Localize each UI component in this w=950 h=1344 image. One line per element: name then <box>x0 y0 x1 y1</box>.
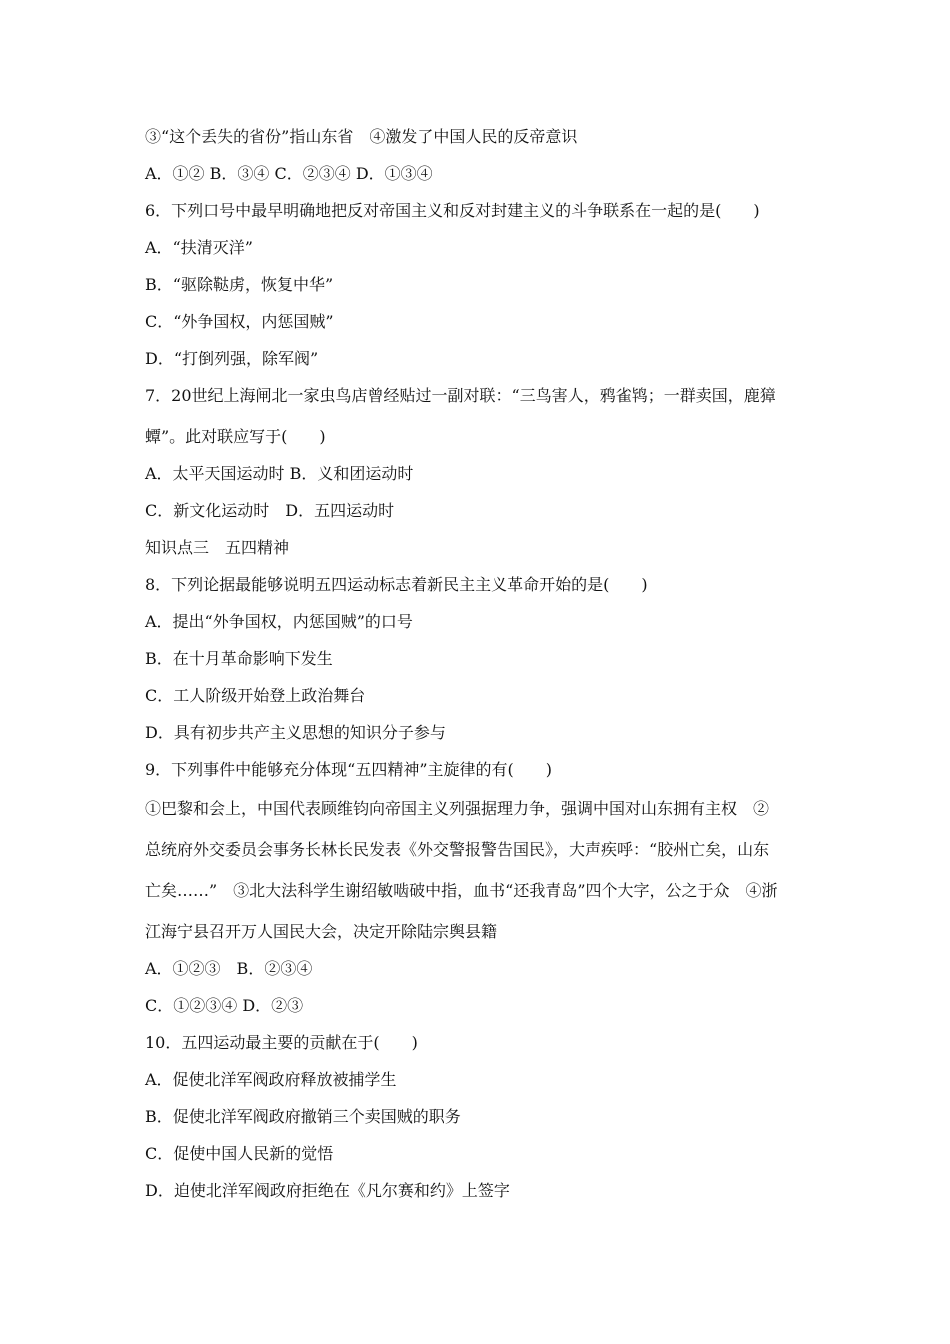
answer-options: A．①② B．③④ C．②③④ D．①③④ <box>145 164 433 183</box>
question-10: 10．五四运动最主要的贡献在于( ) <box>145 1033 418 1052</box>
question-9: 9．下列事件中能够充分体现“五四精神”主旋律的有( ) <box>145 760 553 779</box>
option-c: C．促使中国人民新的觉悟 <box>145 1144 334 1163</box>
option-a: A．提出“外争国权，内惩国贼”的口号 <box>145 612 413 631</box>
text-line: ③“这个丢失的省份”指山东省 ④激发了中国人民的反帝意识 <box>145 127 578 146</box>
answer-options: A．太平天国运动时 B．义和团运动时 <box>145 464 414 483</box>
option-b: B．在十月革命影响下发生 <box>145 649 333 668</box>
question-8: 8．下列论据最能够说明五四运动标志着新民主主义革命开始的是( ) <box>145 575 648 594</box>
option-a: A．“扶清灭洋” <box>145 238 253 257</box>
option-d: D．具有初步共产主义思想的知识分子参与 <box>145 723 446 742</box>
question-6: 6．下列口号中最早明确地把反对帝国主义和反对封建主义的斗争联系在一起的是( ) <box>145 201 760 220</box>
question-9-text: 亡矣……” ③北大法科学生谢绍敏啮破中指，血书“还我青岛”四个大字，公之于众 ④浙 <box>145 881 778 900</box>
section-heading: 知识点三 五四精神 <box>145 538 290 557</box>
option-c: C．工人阶级开始登上政治舞台 <box>145 686 366 705</box>
question-9-text: 总统府外交委员会事务长林长民发表《外交警报警告国民》，大声疾呼：“胶州亡矣，山东 <box>145 840 770 859</box>
option-b: B．“驱除鞑虏，恢复中华” <box>145 275 334 294</box>
answer-options: A．①②③ B．②③④ <box>145 959 313 978</box>
option-d: D．“打倒列强，除军阀” <box>145 349 319 368</box>
answer-options: C．新文化运动时 D．五四运动时 <box>145 501 395 520</box>
option-c: C．“外争国权，内惩国贼” <box>145 312 334 331</box>
answer-options: C．①②③④ D．②③ <box>145 996 304 1015</box>
question-7: 7．20世纪上海闸北一家虫鸟店曾经贴过一副对联：“三鸟害人，鸦雀鸨；一群卖国，鹿獐 <box>145 386 776 405</box>
option-d: D．迫使北洋军阀政府拒绝在《凡尔赛和约》上签字 <box>145 1181 510 1200</box>
question-9-text: 江海宁县召开万人国民大会，决定开除陆宗舆县籍 <box>145 922 498 941</box>
question-9-text: ①巴黎和会上，中国代表顾维钧向帝国主义列强据理力争，强调中国对山东拥有主权 ② <box>145 799 770 818</box>
option-b: B．促使北洋军阀政府撤销三个卖国贼的职务 <box>145 1107 461 1126</box>
option-a: A．促使北洋军阀政府释放被捕学生 <box>145 1070 397 1089</box>
question-7-cont: 蟫”。此对联应写于( ) <box>145 427 326 446</box>
